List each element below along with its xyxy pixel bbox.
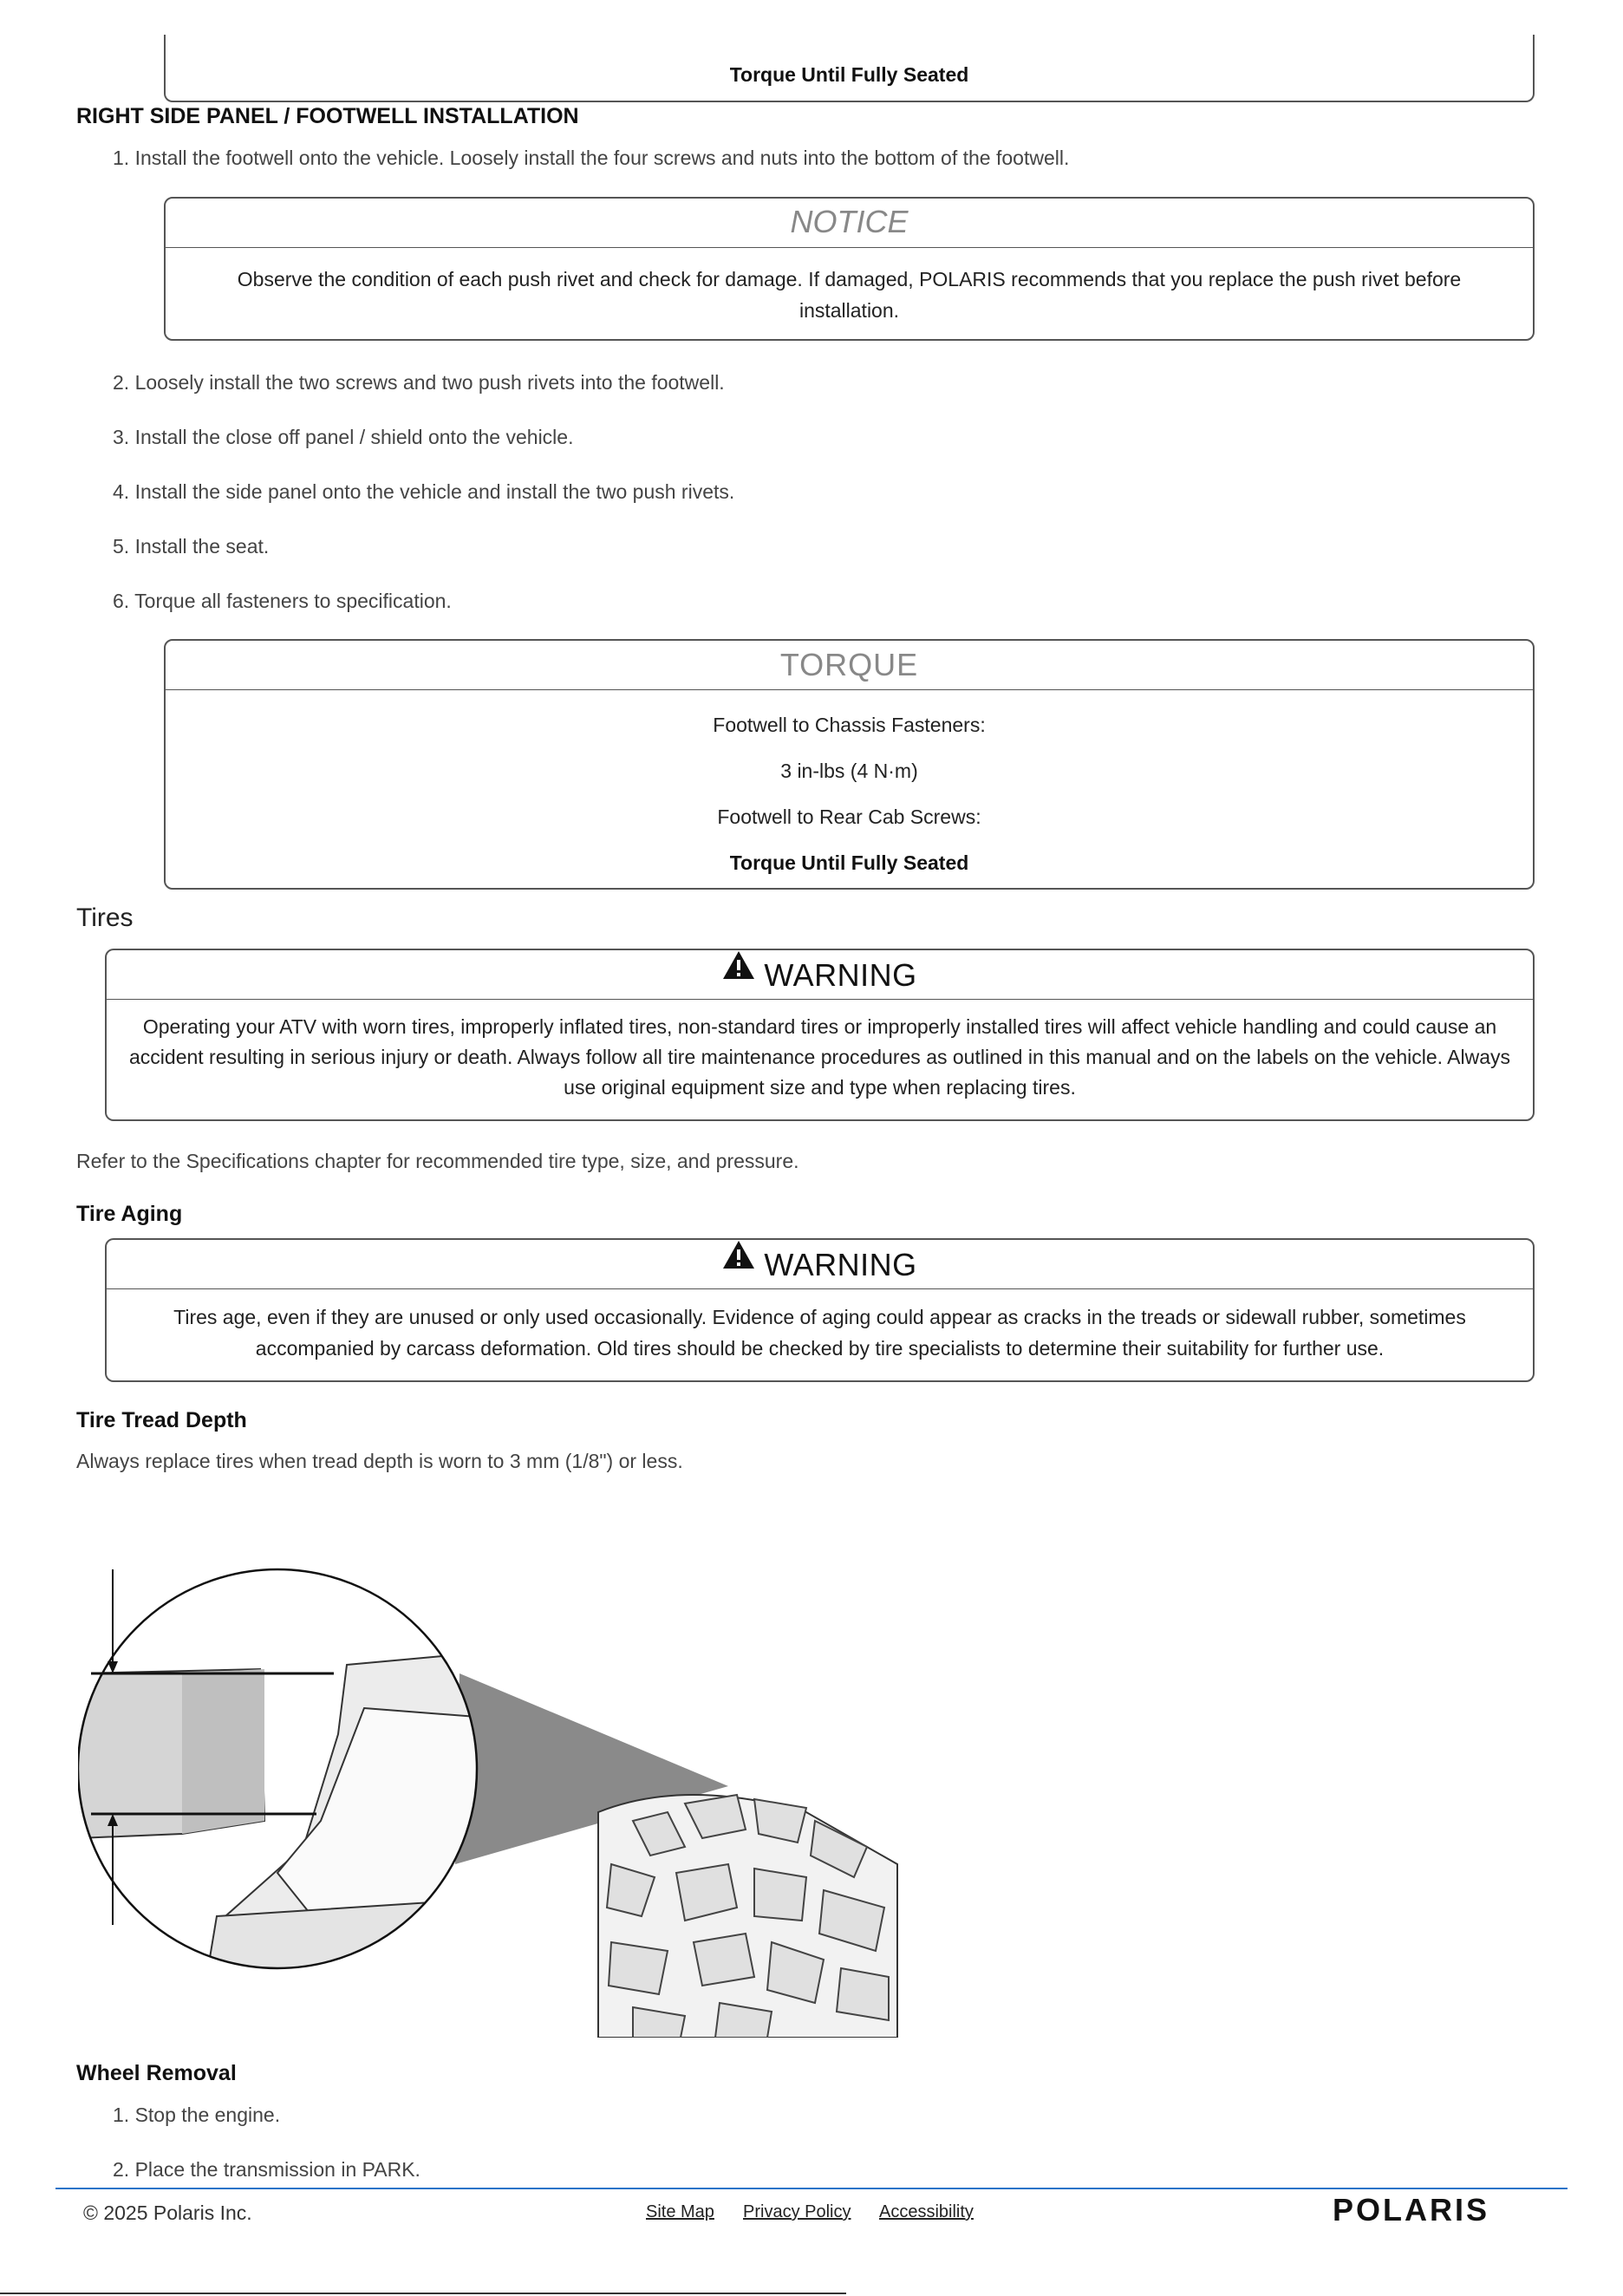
torque-spec-label-1: Footwell to Chassis Fasteners: (713, 714, 986, 736)
page-bottom-rule (0, 2293, 846, 2294)
warning-triangle-icon (722, 1240, 755, 1290)
step-6: 6. Torque all fasteners to specification. (113, 590, 452, 612)
section-heading-tires: Tires (76, 903, 134, 932)
notice-title: NOTICE (790, 204, 909, 239)
step-4: 4. Install the side panel onto the vehicle and install the two push rivets. (113, 480, 735, 503)
step-1: 1. Install the footwell onto the vehicle. Loosely install the four screws and nuts into the bottom of the footwell. (113, 147, 1070, 169)
torque-box-continued (164, 35, 1535, 102)
refer-specifications: Refer to the Specifications chapter for recommended tire type, size, and pressure. (76, 1150, 799, 1172)
tire-icon (598, 1795, 897, 2038)
warning-triangle-icon (722, 950, 755, 1001)
footer-divider (55, 2188, 1568, 2189)
torque-spec-label-2: Footwell to Rear Cab Screws: (717, 806, 981, 828)
step-5: 5. Install the seat. (113, 535, 270, 558)
section-heading-right-side-panel: RIGHT SIDE PANEL / FOOTWELL INSTALLATION (76, 104, 579, 128)
warning-title: WARNING (764, 1247, 917, 1282)
warning-title: WARNING (764, 957, 917, 993)
polaris-logo: POLARIS (1333, 2192, 1490, 2228)
step-3: 3. Install the close off panel / shield onto the vehicle. (113, 426, 574, 448)
torque-box (164, 639, 1535, 890)
warning-text: Operating your ATV with worn tires, improperly inflated tires, non-standard tires or improperly installed tires will affect vehicle handling and could cause an accident resulting in serious injury or death. Always follow all tire maintenance procedures as outlined in this manual and on the labels on the vehicle. Always use original equipment size and type when replacing tires. (129, 1015, 1511, 1099)
tread-depth-text: Always replace tires when tread depth is worn to 3 mm (1/8") or less. (76, 1450, 683, 1472)
warning-text: Tires age, even if they are unused or only used occasionally. Evidence of aging could appear as cracks in the treads or sidewall rubber, sometimes accompanied by carcass deformation. Old tires should be checked by tire specialists to determine their suitability for further use. (173, 1306, 1466, 1360)
notice-text: Observe the condition of each push rivet and check for damage. If damaged, POLARIS recommends that you replace the push rivet before installation. (237, 268, 1462, 322)
footer-link-privacy-policy[interactable]: Privacy Policy (743, 2202, 851, 2221)
footer-link-accessibility[interactable]: Accessibility (879, 2202, 974, 2221)
tire-tread-depth-illustration (78, 1535, 910, 2038)
step-2: 2. Loosely install the two screws and two push rivets into the footwell. (113, 371, 725, 394)
torque-spec-value-1: 3 in-lbs (4 N·m) (780, 760, 918, 782)
torque-title: TORQUE (779, 647, 919, 682)
torque-spec-value-2: Torque Until Fully Seated (729, 851, 969, 874)
warning-box-tire-aging (105, 1238, 1535, 1382)
warning-box-worn-tires (105, 949, 1535, 1121)
notice-box (164, 197, 1535, 341)
subheading-tire-tread-depth: Tire Tread Depth (76, 1408, 247, 1432)
subheading-wheel-removal: Wheel Removal (76, 2061, 237, 2085)
torque-value: Torque Until Fully Seated (729, 63, 969, 86)
wheel-removal-step-2: 2. Place the transmission in PARK. (113, 2158, 420, 2181)
copyright: © 2025 Polaris Inc. (83, 2201, 252, 2224)
subheading-tire-aging: Tire Aging (76, 1202, 183, 1226)
footer-link-site-map[interactable]: Site Map (646, 2202, 714, 2221)
wheel-removal-step-1: 1. Stop the engine. (113, 2104, 281, 2126)
